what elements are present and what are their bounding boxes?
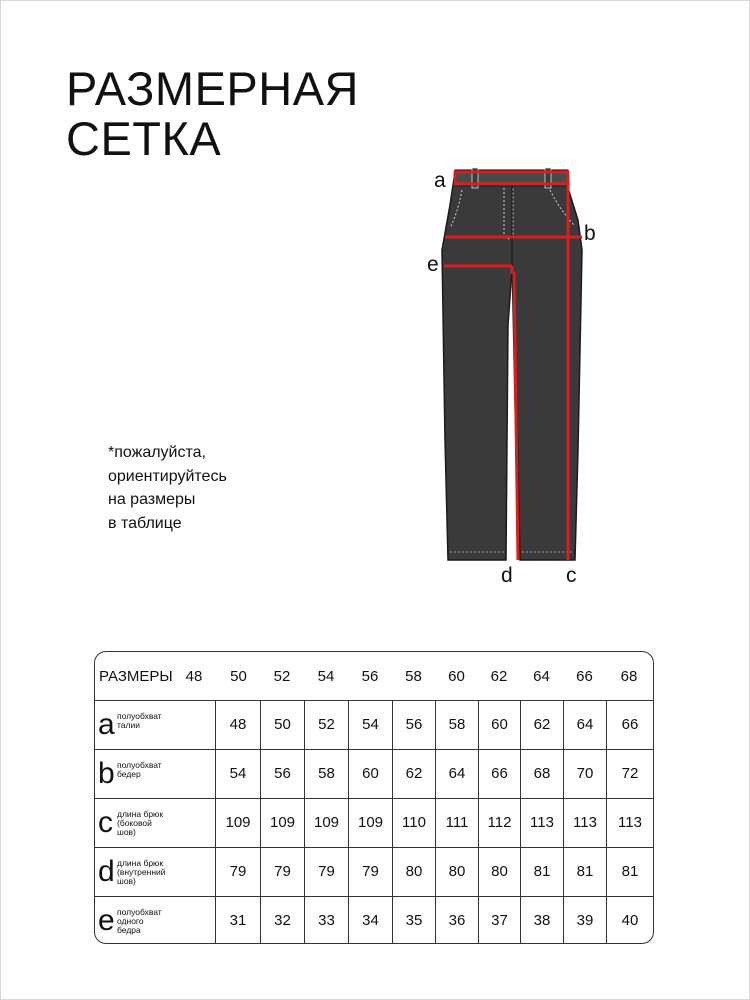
size-header-cell: 64 <box>533 668 550 685</box>
table-cell: 72 <box>606 750 653 798</box>
table-cell: 79 <box>348 848 392 896</box>
table-row-d <box>95 848 653 897</box>
row-letter: a <box>98 708 115 741</box>
size-header-cell: 56 <box>361 668 379 685</box>
table-cell: 60 <box>478 701 520 749</box>
size-note-line: *пожалуйста, <box>108 444 206 461</box>
table-cell: 64 <box>563 701 606 749</box>
table-cell: 70 <box>563 750 606 798</box>
size-header-cell: 48 <box>185 668 203 685</box>
row-param-name-line: (внутренний <box>117 867 166 877</box>
row-param-name-line: бедер <box>117 769 141 779</box>
size-header-cell: 52 <box>273 668 291 685</box>
size-table-header <box>95 652 653 701</box>
table-cell: 52 <box>304 701 348 749</box>
measure-label-b: b <box>584 222 596 245</box>
row-param-name <box>117 810 215 837</box>
size-header-cell: 58 <box>405 668 422 685</box>
measure-label-d: d <box>501 564 513 587</box>
table-cell: 79 <box>260 848 304 896</box>
row-letter: e <box>98 904 115 937</box>
table-cell: 54 <box>348 701 392 749</box>
table-cell: 38 <box>520 897 563 944</box>
table-cell: 36 <box>435 897 478 944</box>
size-note <box>108 441 227 535</box>
size-header-cell: 62 <box>490 668 508 685</box>
measure-label-e: e <box>427 253 439 276</box>
table-cell: 80 <box>435 848 478 896</box>
row-param-name-line: полуобхват <box>117 907 162 917</box>
table-cell: 39 <box>563 897 606 944</box>
table-cell: 35 <box>392 897 435 944</box>
table-row-c <box>95 799 653 848</box>
size-header-label: РАЗМЕРЫ <box>99 668 173 685</box>
table-cell: 109 <box>215 799 260 847</box>
row-param-name <box>117 859 215 886</box>
row-param-name-line: одного <box>117 916 144 926</box>
row-letter: b <box>98 757 115 790</box>
table-cell: 80 <box>478 848 520 896</box>
table-cell: 64 <box>435 750 478 798</box>
table-cell: 66 <box>606 701 653 749</box>
table-cell: 62 <box>520 701 563 749</box>
table-cell: 79 <box>304 848 348 896</box>
table-cell: 62 <box>392 750 435 798</box>
table-cell: 56 <box>260 750 304 798</box>
table-row-e <box>95 897 653 944</box>
size-note-line: на размеры <box>108 491 196 508</box>
table-cell: 109 <box>260 799 304 847</box>
table-cell: 34 <box>348 897 392 944</box>
table-cell: 54 <box>215 750 260 798</box>
table-row-b <box>95 750 653 799</box>
page-title <box>66 64 359 164</box>
row-param-name-line: длина брюк <box>117 809 164 819</box>
measure-label-c: c <box>566 564 577 587</box>
trousers-diagram <box>400 150 630 600</box>
table-cell: 60 <box>348 750 392 798</box>
size-note-line: в таблице <box>108 514 182 532</box>
table-cell: 80 <box>392 848 435 896</box>
table-cell: 110 <box>392 799 435 847</box>
table-cell: 66 <box>478 750 520 798</box>
row-param-name-line: полуобхват <box>117 711 162 721</box>
row-letter: c <box>98 806 113 839</box>
table-cell: 113 <box>563 799 606 847</box>
table-cell: 33 <box>304 897 348 944</box>
size-header-cell: 50 <box>230 668 247 685</box>
table-cell: 50 <box>260 701 304 749</box>
table-cell: 79 <box>215 848 260 896</box>
table-cell: 48 <box>215 701 260 749</box>
page-title-line-1: РАЗМЕРНАЯ <box>66 62 359 115</box>
table-cell: 81 <box>520 848 563 896</box>
table-cell: 113 <box>606 799 653 847</box>
table-cell: 58 <box>304 750 348 798</box>
table-row-a <box>95 701 653 750</box>
table-cell: 109 <box>348 799 392 847</box>
table-cell: 56 <box>392 701 435 749</box>
row-param-name-line: длина брюк <box>117 858 164 868</box>
table-cell: 111 <box>435 799 478 847</box>
size-header-cell: 54 <box>317 668 335 685</box>
row-param-name-line: бедра <box>117 925 141 935</box>
table-cell: 109 <box>304 799 348 847</box>
size-note-line: ориентируйтесь <box>108 467 227 485</box>
row-letter: d <box>98 855 115 888</box>
table-cell: 31 <box>215 897 260 944</box>
row-param-name-line: (боковой <box>117 818 152 828</box>
size-header-cell: 66 <box>576 668 593 685</box>
size-table <box>94 651 654 944</box>
measure-label-a: a <box>434 169 446 192</box>
row-param-name-line: шов) <box>117 827 136 837</box>
table-cell: 81 <box>563 848 606 896</box>
trousers-illustration <box>400 150 630 600</box>
size-header-cell: 68 <box>620 668 638 685</box>
size-header-cell: 60 <box>448 668 465 685</box>
table-cell: 81 <box>606 848 653 896</box>
row-param-name-line: шов) <box>117 876 136 886</box>
row-param-name-line: полуобхват <box>117 760 162 770</box>
row-param-name <box>117 712 215 730</box>
table-cell: 40 <box>606 897 653 944</box>
table-cell: 32 <box>260 897 304 944</box>
table-cell: 37 <box>478 897 520 944</box>
table-cell: 68 <box>520 750 563 798</box>
table-cell: 113 <box>520 799 563 847</box>
row-param-name-line: талии <box>117 720 140 730</box>
page-title-line-2: СЕТКА <box>66 112 222 165</box>
row-param-name <box>117 761 215 779</box>
table-cell: 112 <box>478 799 520 847</box>
table-cell: 58 <box>435 701 478 749</box>
row-param-name <box>117 908 215 935</box>
